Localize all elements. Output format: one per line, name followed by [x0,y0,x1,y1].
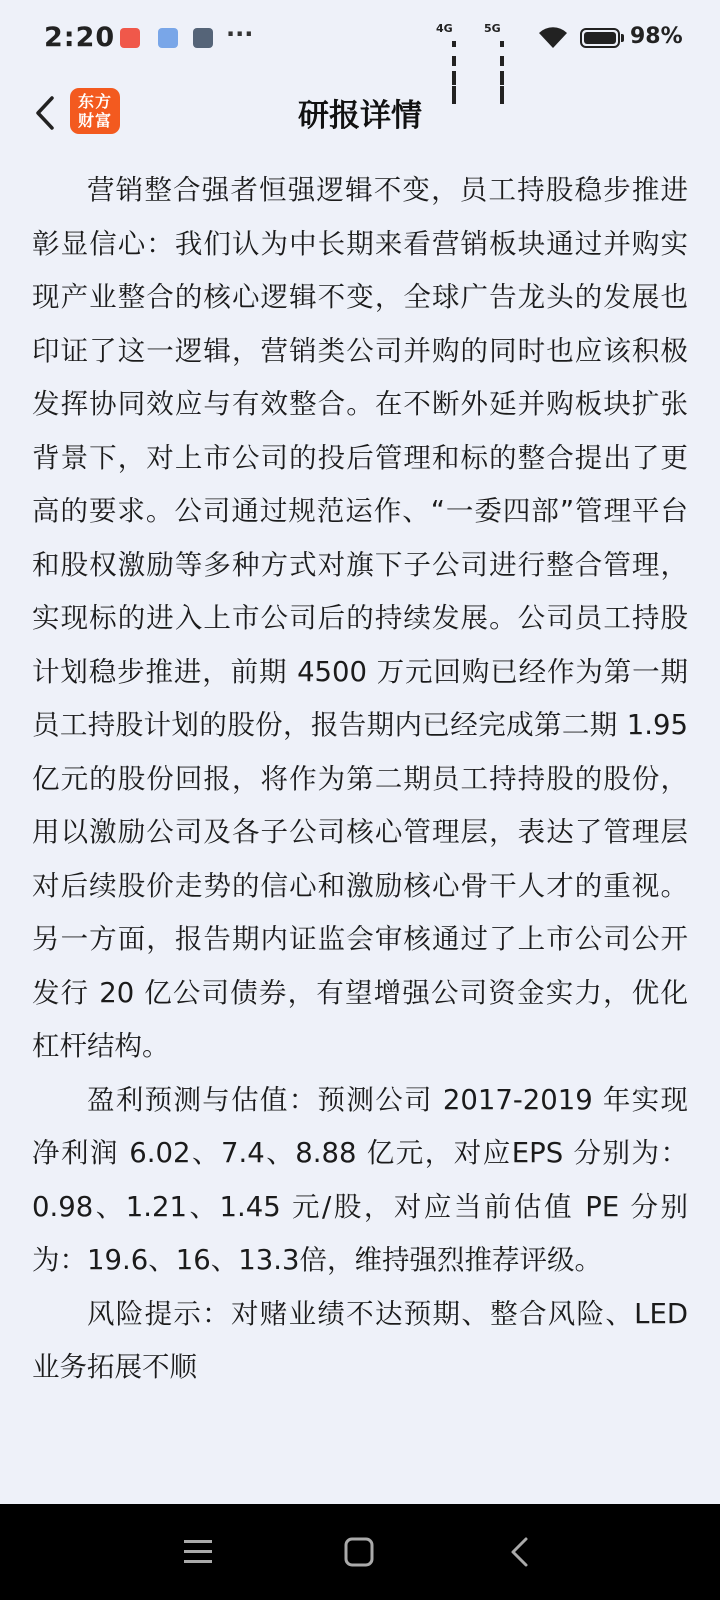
home-icon[interactable] [344,1537,374,1567]
battery-icon [580,28,620,48]
report-paragraph: 风险提示：对赌业绩不达预期、整合风险、LED 业务拓展不顺 [32,1297,688,1383]
nav-back-icon[interactable] [508,1536,530,1568]
status-bar [0,0,720,78]
report-paragraph: 盈利预测与估值：预测公司 2017-2019 年实现净利润 6.02、7.4、8.88 亿元，对应EPS 分别为：0.98、1.21、1.45 元/股，对应当前估值 PE 分别为：19.6、16、13.3倍，维持强烈推荐评级。 [32,1083,688,1276]
notification-app-icon [120,28,140,48]
wifi-icon [536,24,570,50]
network-type-label: 4G [436,22,453,35]
eastmoney-logo: 东方财富 [70,88,120,134]
report-content [32,164,688,1395]
app-header [0,80,720,144]
status-time: 2:20 [44,22,116,53]
system-nav-bar [0,1504,720,1600]
battery-percentage: 98% [630,24,683,49]
notification-app-icon [158,28,178,48]
menu-icon[interactable] [184,1539,212,1565]
page-title: 研报详情 [298,98,422,134]
tiktok-notification-icon [193,28,213,48]
more-notifications-icon: ··· [226,20,254,48]
report-paragraph: 营销整合强者恒强逻辑不变，员工持股稳步推进彰显信心：我们认为中长期来看营销板块通过并购实现产业整合的核心逻辑不变，全球广告龙头的发展也印证了这一逻辑，营销类公司并购的同时也应该积极发挥协同效应与有效整合。在不断外延并购板块扩张背景下，对上市公司的投后管理和标的整合提出了更高的要求。公司通过规范运作、“一委四部”管理平台和股权激励等多种方式对旗下子公司进行整合管理，实现标的进入上市公司后的持续发展。公司员工持股计划稳步推进，前期 4500 万元回购已经作为第一期员工持股计划的股份，报告期内已经完成第二期 1.95 亿元的股份回报，将作为第二期员工持持股的股份，用以激励公司及各子公司核心管理层，表达了管理层对后续股价走势的信心和激励核心骨干人才的重视。另一方面，报告期内证监会审核通过了上市公司公开发行 20 亿公司债券，有望增强公司资金实力，优化杠杆结构。 [32,174,688,1062]
network-type-label: 5G [484,22,501,35]
